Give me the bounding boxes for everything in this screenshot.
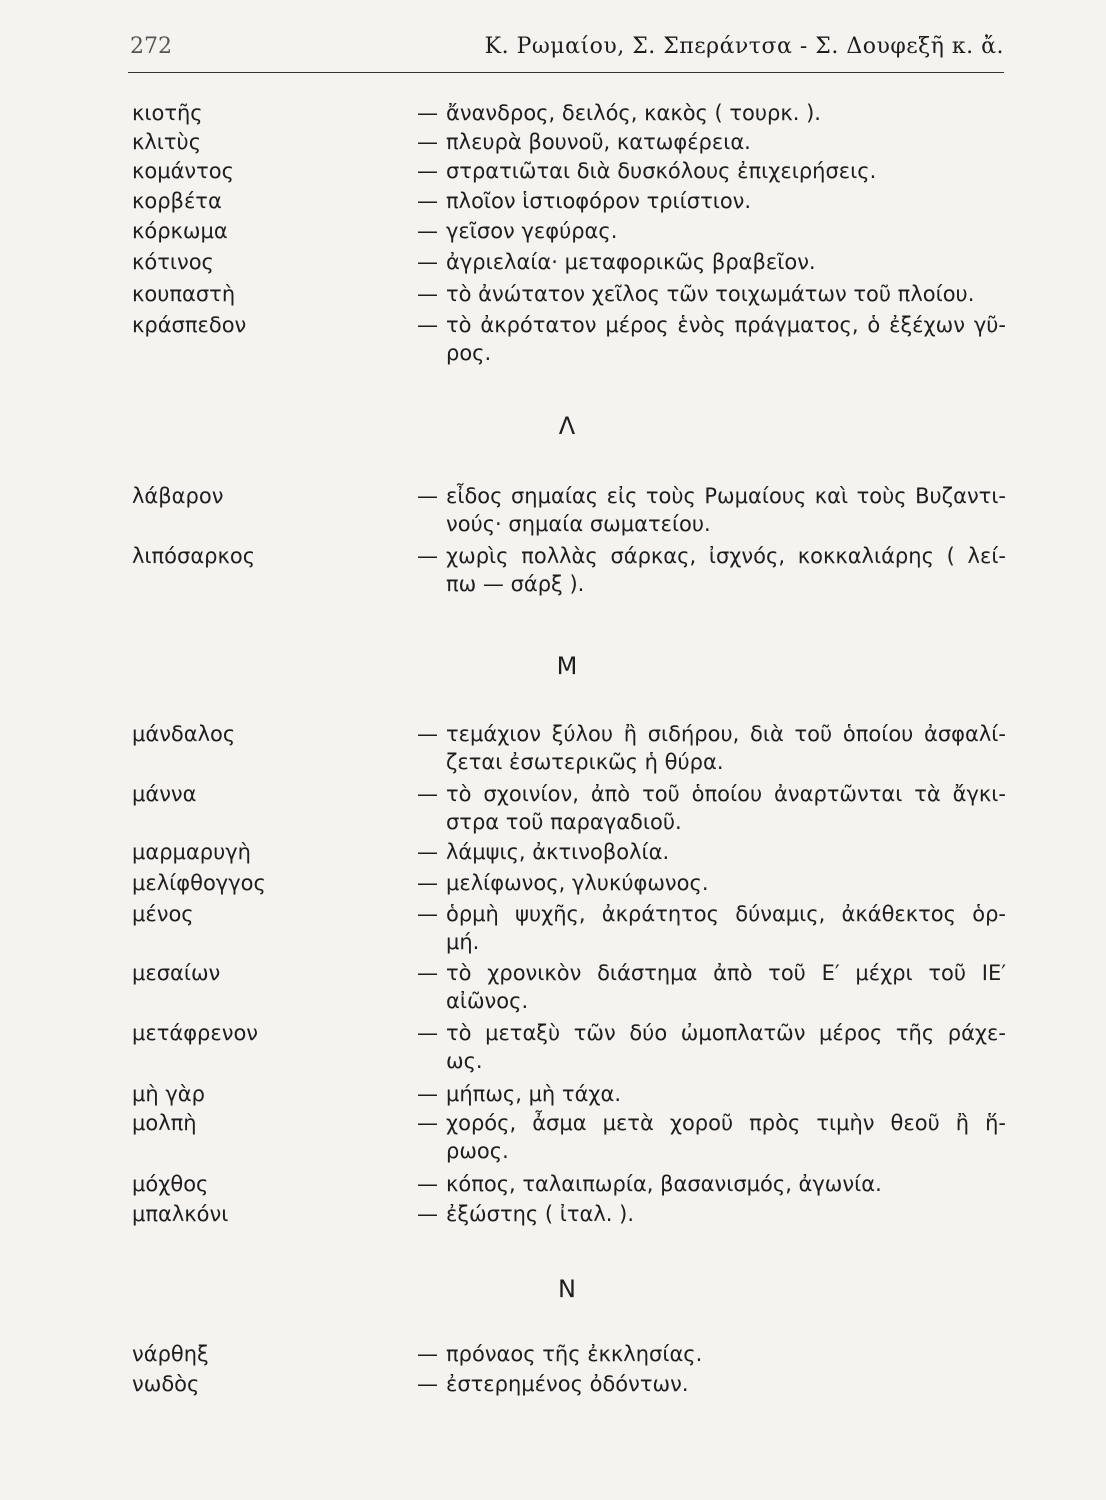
section-letter-l: Λ <box>558 412 576 440</box>
definition-line: μήπως, μὴ τάχα. <box>446 1082 622 1106</box>
definition-line: λάμψις, ἀκτινοβολία. <box>446 840 670 864</box>
entry-term: κουπαστὴ <box>132 282 236 306</box>
entry-definition <box>446 128 1006 156</box>
definition-line: τὸ ἀνώτατον χεῖλος τῶν τοιχωμάτων τοῦ πλοίου. <box>446 282 975 306</box>
entry-term: μάνδαλος <box>132 722 236 746</box>
entry-term: μεσαίων <box>132 961 221 985</box>
entry-dash: — <box>417 1172 438 1196</box>
definition-line: ὁρμὴ ψυχῆς, ἀκράτητος δύναμις, ἀκάθεκτος ὁρ- <box>446 902 1006 926</box>
definition-line: πλοῖον ἱστιοφόρον τριίστιον. <box>446 189 752 213</box>
entry-dash: — <box>417 484 438 508</box>
definition-line: ἐξώστης ( ἰταλ. ). <box>446 1202 635 1226</box>
definition-line: ως. <box>446 1049 483 1073</box>
entry-definition <box>446 99 1006 127</box>
entry-dash: — <box>417 189 438 213</box>
entry-term: κλιτὺς <box>132 130 202 154</box>
definition-line: νούς· σημαία σωματείου. <box>446 512 711 536</box>
definition-line: τὸ χρονικὸν διάστημα ἀπὸ τοῦ Ε′ μέχρι τοῦ ΙΕ′ <box>446 961 1006 985</box>
entry-dash: — <box>417 101 438 125</box>
entry-term: μένος <box>132 902 194 926</box>
definition-line: πλευρὰ βουνοῦ, κατωφέρεια. <box>446 130 751 154</box>
entry-dash: — <box>417 219 438 243</box>
entry-dash: — <box>417 782 438 806</box>
entry-definition <box>446 1370 1006 1398</box>
entry-definition <box>446 959 1006 1015</box>
entry-term: μαρμαρυγὴ <box>132 840 251 864</box>
entry-dash: — <box>417 1202 438 1226</box>
definition-line: κόπος, ταλαιπωρία, βασανισμός, ἀγωνία. <box>446 1172 882 1196</box>
entry-term: μάννα <box>132 782 197 806</box>
entry-term: κόρκωμα <box>132 219 228 243</box>
definition-line: εἶδος σημαίας εἰς τοὺς Ρωμαίους καὶ τοὺς Βυζαντι- <box>446 484 1006 508</box>
definition-line: χορός, ἆσμα μετὰ χοροῦ πρὸς τιμὴν θεοῦ ἢ ἥ- <box>446 1111 1006 1135</box>
entry-term: κράσπεδον <box>132 313 247 337</box>
definition-line: ἄνανδρος, δειλός, κακὸς ( τουρκ. ). <box>446 101 821 125</box>
definition-line: στρατιῶται διὰ δυσκόλους ἐπιχειρήσεις. <box>446 159 877 183</box>
entry-definition <box>446 280 1006 308</box>
definition-line: ρωος. <box>446 1139 509 1163</box>
entry-dash: — <box>417 1372 438 1396</box>
definition-line: χωρὶς πολλὰς σάρκας, ἰσχνός, κοκκαλιάρης ( λεί- <box>446 544 1006 568</box>
entry-term: λιπόσαρκος <box>132 544 256 568</box>
definition-line: τὸ μεταξὺ τῶν δύο ὠμοπλατῶν μέρος τῆς ράχε- <box>446 1021 1006 1045</box>
entry-dash: — <box>417 961 438 985</box>
entry-definition <box>446 1019 1006 1075</box>
entry-term: μόχθος <box>132 1172 209 1196</box>
entry-term: νωδὸς <box>132 1372 200 1396</box>
entry-dash: — <box>417 313 438 337</box>
entry-definition <box>446 838 1006 866</box>
entry-dash: — <box>417 871 438 895</box>
entry-definition <box>446 482 1006 538</box>
definition-line: ἀγριελαία· μεταφορικῶς βραβεῖον. <box>446 250 816 274</box>
entry-term: μελίφθογγος <box>132 871 266 895</box>
entry-dash: — <box>417 130 438 154</box>
definition-line: πρόναος τῆς ἐκκλησίας. <box>446 1342 703 1366</box>
definition-line: ρος. <box>446 341 492 365</box>
entry-definition <box>446 869 1006 897</box>
entry-definition <box>446 1080 1006 1108</box>
entry-definition <box>446 900 1006 956</box>
definition-line: μή. <box>446 930 480 954</box>
section-letter-n: Ν <box>558 1275 576 1303</box>
entry-definition <box>446 311 1006 367</box>
entry-definition <box>446 542 1006 598</box>
definition-line: ἐστερημένος ὀδόντων. <box>446 1372 689 1396</box>
entry-dash: — <box>417 544 438 568</box>
entry-definition <box>446 248 1006 276</box>
entry-term: μετάφρενον <box>132 1021 259 1045</box>
entry-dash: — <box>417 250 438 274</box>
entry-dash: — <box>417 722 438 746</box>
entry-definition <box>446 1340 1006 1368</box>
entry-term: κομάντος <box>132 159 234 183</box>
entry-dash: — <box>417 159 438 183</box>
entry-definition <box>446 720 1006 776</box>
definition-line: γεῖσον γεφύρας. <box>446 219 618 243</box>
header-rule <box>128 72 1004 73</box>
entry-term: κότινος <box>132 250 214 274</box>
definition-line: τὸ σχοινίον, ἀπὸ τοῦ ὁποίου ἀναρτῶνται τὰ ἄγκι- <box>446 782 1006 806</box>
entry-term: λάβαρον <box>132 484 224 508</box>
entry-dash: — <box>417 840 438 864</box>
definition-line: αἰῶνος. <box>446 989 529 1013</box>
section-letter-m: Μ <box>556 652 578 680</box>
definition-line: πω — σάρξ ). <box>446 572 585 596</box>
page-number: 272 <box>130 34 172 59</box>
definition-line: τεμάχιον ξύλου ἢ σιδήρου, διὰ τοῦ ὁποίου ἀσφαλί- <box>446 722 1006 746</box>
entry-dash: — <box>417 1021 438 1045</box>
entry-dash: — <box>417 1342 438 1366</box>
definition-line: τὸ ἀκρότατον μέρος ἑνὸς πράγματος, ὁ ἐξέχων γῦ- <box>446 313 1006 337</box>
entry-term: μπαλκόνι <box>132 1202 229 1226</box>
entry-term: μολπὴ <box>132 1111 197 1135</box>
entry-term: κιοτῆς <box>132 101 203 125</box>
entry-term: κορβέτα <box>132 189 222 213</box>
entry-term: νάρθηξ <box>132 1342 209 1366</box>
entry-definition <box>446 1170 1006 1198</box>
entry-dash: — <box>417 1111 438 1135</box>
definition-line: στρα τοῦ παραγαδιοῦ. <box>446 810 682 834</box>
entry-definition <box>446 157 1006 185</box>
entry-dash: — <box>417 1082 438 1106</box>
running-title: Κ. Ρωμαίου, Σ. Σπεράντσα - Σ. Δουφεξῆ κ. ἄ. <box>484 34 1004 59</box>
entry-definition <box>446 1109 1006 1165</box>
entry-dash: — <box>417 282 438 306</box>
entry-definition <box>446 780 1006 836</box>
entry-definition <box>446 187 1006 215</box>
entry-definition <box>446 217 1006 245</box>
entry-term: μὴ γὰρ <box>132 1082 205 1106</box>
definition-line: μελίφωνος, γλυκύφωνος. <box>446 871 709 895</box>
entry-dash: — <box>417 902 438 926</box>
entry-definition <box>446 1200 1006 1228</box>
definition-line: ζεται ἐσωτερικῶς ἡ θύρα. <box>446 750 724 774</box>
